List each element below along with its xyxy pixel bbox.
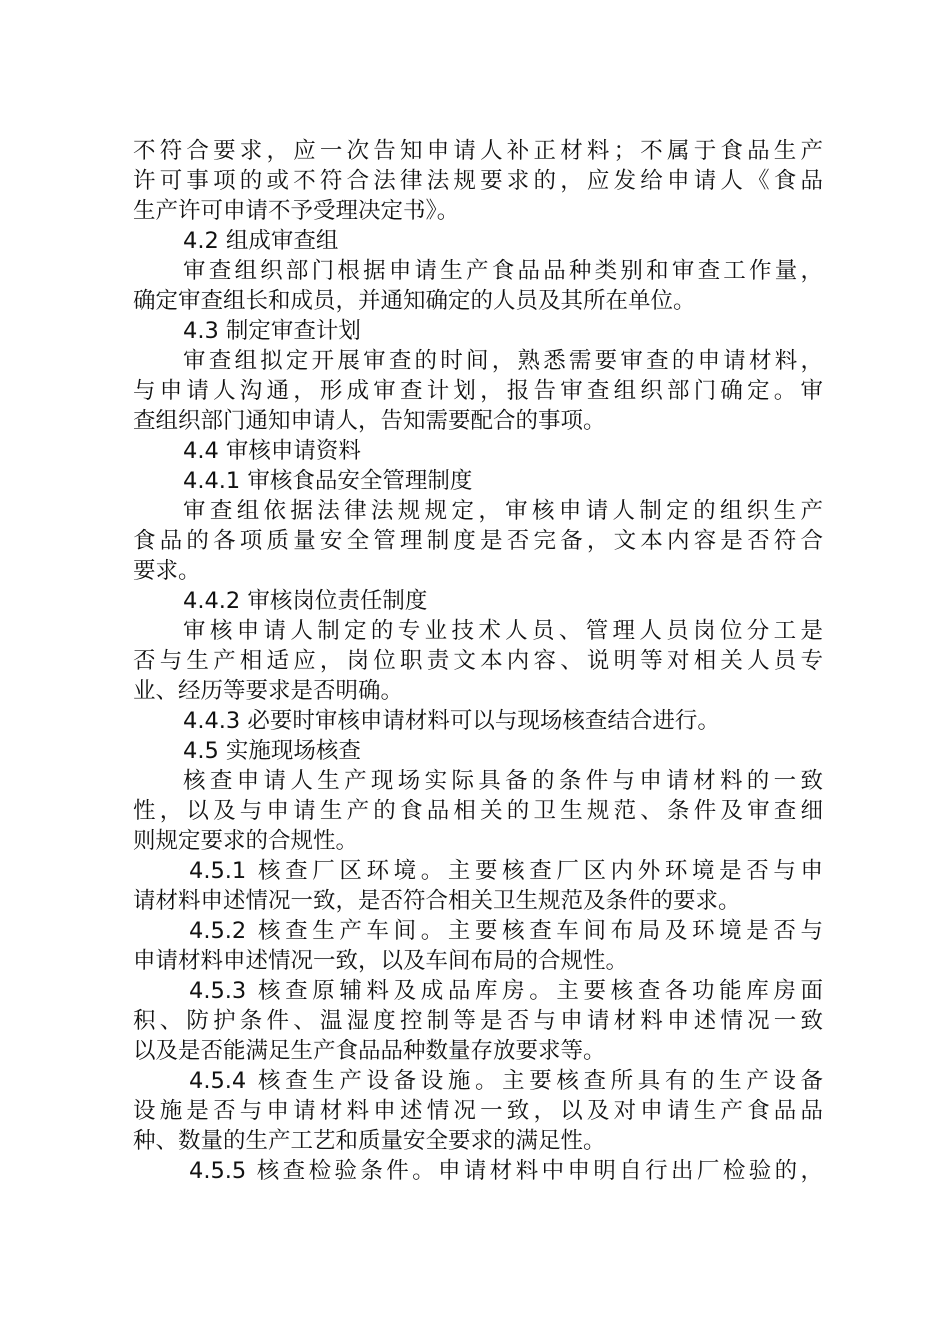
text-line: 种、数量的生产工艺和质量安全要求的满足性。 <box>133 1128 606 1154</box>
document-body <box>133 136 823 1186</box>
text-line: 4.5.3 核查原辅料及成品库房。主要核查各功能库房面 <box>189 978 823 1004</box>
paragraph-4-5-1 <box>133 856 823 916</box>
text-line: 食品的各项质量安全管理制度是否完备，文本内容是否符合 <box>133 528 823 554</box>
text-line: 否与生产相适应，岗位职责文本内容、说明等对相关人员专 <box>133 648 823 674</box>
paragraph-4-5 <box>133 766 823 856</box>
text-line: 不符合要求，应一次告知申请人补正材料；不属于食品生产 <box>133 138 823 164</box>
text-line: 4.5.5 核查检验条件。申请材料中申明自行出厂检验的， <box>189 1158 823 1184</box>
text-line: 确定审查组长和成员，并通知确定的人员及其所在单位。 <box>133 288 696 314</box>
paragraph-intro <box>133 136 823 226</box>
paragraph-4-5-4 <box>133 1066 823 1156</box>
section-heading-4-3: 4.3 制定审查计划 <box>183 318 361 344</box>
section-heading-4-4-3: 4.4.3 必要时审核申请材料可以与现场核查结合进行。 <box>183 708 720 734</box>
paragraph-4-4-1 <box>133 496 823 586</box>
text-line: 审核申请人制定的专业技术人员、管理人员岗位分工是 <box>183 618 823 644</box>
text-line: 查组织部门通知申请人，告知需要配合的事项。 <box>133 408 606 434</box>
text-line: 性，以及与申请生产的食品相关的卫生规范、条件及审查细 <box>133 798 823 824</box>
text-line: 4.5.1 核查厂区环境。主要核查厂区内外环境是否与申 <box>189 858 823 884</box>
text-line: 申请材料申述情况一致，以及车间布局的合规性。 <box>133 948 629 974</box>
text-line: 积、防护条件、温湿度控制等是否与申请材料申述情况一致 <box>133 1008 823 1034</box>
section-heading-4-5: 4.5 实施现场核查 <box>183 738 361 764</box>
text-line: 4.5.2 核查生产车间。主要核查车间布局及环境是否与 <box>189 918 823 944</box>
text-line: 要求。 <box>133 558 201 584</box>
text-line: 许可事项的或不符合法律法规要求的，应发给申请人《食品 <box>133 168 823 194</box>
text-line: 设施是否与申请材料申述情况一致，以及对申请生产食品品 <box>133 1098 823 1124</box>
text-line: 4.5.4 核查生产设备设施。主要核查所具有的生产设备 <box>189 1068 823 1094</box>
text-line: 与申请人沟通，形成审查计划，报告审查组织部门确定。审 <box>133 378 823 404</box>
text-line: 核查申请人生产现场实际具备的条件与申请材料的一致 <box>183 768 823 794</box>
section-heading-4-4-2: 4.4.2 审核岗位责任制度 <box>183 588 428 614</box>
text-line: 业、经历等要求是否明确。 <box>133 678 404 704</box>
paragraph-4-5-2 <box>133 916 823 976</box>
paragraph-4-5-5 <box>133 1156 823 1186</box>
text-line: 以及是否能满足生产食品品种数量存放要求等。 <box>133 1038 606 1064</box>
text-line: 则规定要求的合规性。 <box>133 828 359 854</box>
section-heading-4-4-1: 4.4.1 审核食品安全管理制度 <box>183 468 473 494</box>
paragraph-4-5-3 <box>133 976 823 1066</box>
paragraph-4-3 <box>133 346 823 436</box>
paragraph-4-4-2 <box>133 616 823 706</box>
text-line: 请材料申述情况一致，是否符合相关卫生规范及条件的要求。 <box>133 888 741 914</box>
text-line: 生产许可申请不予受理决定书》。 <box>133 198 460 224</box>
text-line: 审查组依据法律法规规定，审核申请人制定的组织生产 <box>183 498 823 524</box>
section-heading-4-2: 4.2 组成审查组 <box>183 228 339 254</box>
text-line: 审查组拟定开展审查的时间，熟悉需要审查的申请材料， <box>183 348 823 374</box>
paragraph-4-2 <box>133 256 823 316</box>
text-line: 审查组织部门根据申请生产食品品种类别和审查工作量， <box>183 258 823 284</box>
section-heading-4-4: 4.4 审核申请资料 <box>183 438 361 464</box>
